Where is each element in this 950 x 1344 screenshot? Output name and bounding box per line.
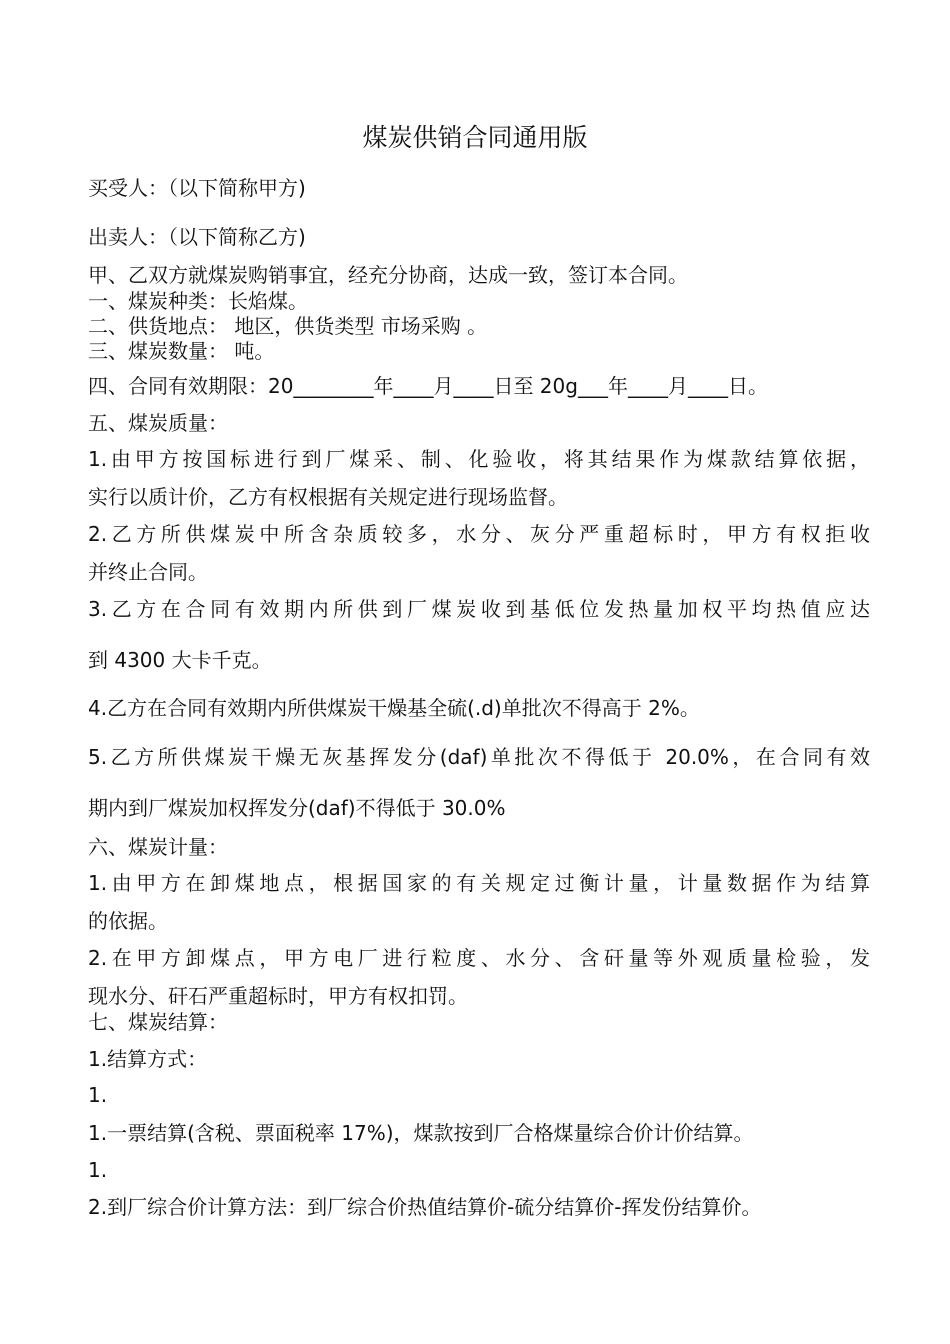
preamble-line: 甲、乙双方就煤炭购销事宜，经充分协商，达成一致，签订本合同。 (88, 263, 688, 287)
quality-item-5-line-1: 5.乙方所供煤炭干燥无灰基挥发分(daf)单批次不得低于 20.0%，在合同有效 (88, 745, 870, 769)
quality-item-5-line-2: 期内到厂煤炭加权挥发分(daf)不得低于 30.0% (88, 796, 506, 820)
settlement-sub-1: 1. (88, 1083, 108, 1107)
quality-item-3-line-1: 3.乙方在合同有效期内所供到厂煤炭收到基低位发热量加权平均热值应达 (88, 597, 870, 621)
quality-item-2-line-2: 并终止合同。 (88, 560, 208, 584)
quality-item-4: 4.乙方在合同有效期内所供煤炭干燥基全硫(.d)单批次不得高于 2%。 (88, 696, 700, 720)
settlement-price-formula: 2.到厂综合价计算方法：到厂综合价热值结算价-硫分结算价-挥发份结算价。 (88, 1195, 762, 1219)
document-title: 煤炭供销合同通用版 (362, 123, 588, 152)
quality-item-1-line-1: 1.由甲方按国标进行到厂煤采、制、化验收，将其结果作为煤款结算依据， (88, 447, 870, 471)
buyer-line: 买受人：（以下简称甲方) (88, 176, 306, 200)
clause-quantity: 三、煤炭数量： 吨。 (88, 339, 275, 363)
clause-coal-type: 一、煤炭种类：长焰煤。 (88, 289, 308, 313)
quality-item-2-line-1: 2.乙方所供煤炭中所含杂质较多，水分、灰分严重超标时，甲方有权拒收 (88, 522, 870, 546)
measurement-item-2-line-2: 现水分、矸石严重超标时，甲方有权扣罚。 (88, 984, 468, 1008)
measurement-item-1-line-2: 的依据。 (88, 909, 168, 933)
settlement-sub-2: 1. (88, 1158, 108, 1182)
quality-item-3-line-2: 到 4300 大卡千克。 (88, 648, 272, 672)
clause-validity-period: 四、合同有效期限：20________年____月____日至 20g___年____月____日。 (88, 374, 768, 398)
settlement-single-invoice: 1.一票结算(含税、票面税率 17%)，煤款按到厂合格煤量综合价计价结算。 (88, 1121, 754, 1145)
seller-line: 出卖人：（以下简称乙方) (88, 225, 306, 249)
section-quality-heading: 五、煤炭质量： (88, 411, 228, 435)
section-measurement-heading: 六、煤炭计量： (88, 835, 228, 859)
measurement-item-1-line-1: 1.由甲方在卸煤地点，根据国家的有关规定过衡计量，计量数据作为结算 (88, 871, 870, 895)
measurement-item-2-line-1: 2.在甲方卸煤点，甲方电厂进行粒度、水分、含矸量等外观质量检验，发 (88, 946, 870, 970)
section-settlement-heading: 七、煤炭结算： (88, 1010, 228, 1034)
quality-item-1-line-2: 实行以质计价，乙方有权根据有关规定进行现场监督。 (88, 485, 568, 509)
clause-delivery-location: 二、供货地点： 地区，供货类型 市场采购 。 (88, 314, 488, 338)
settlement-method: 1.结算方式： (88, 1047, 208, 1071)
